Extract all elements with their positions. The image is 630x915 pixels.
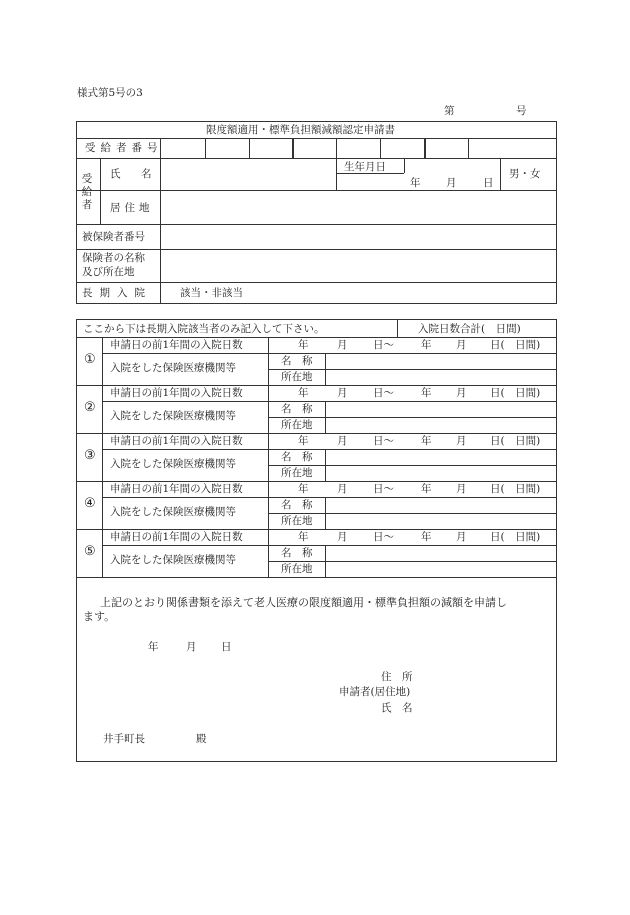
institution-name-label: 名 称 <box>281 451 313 463</box>
period-to-day: 日( 日間) <box>490 531 541 543</box>
period-to-year: 年 <box>421 483 432 495</box>
institution-location-label: 所在地 <box>281 371 313 383</box>
total-days: 入院日数合計( 日間) <box>418 323 521 335</box>
period-from-year: 年 <box>298 339 309 351</box>
recipient-label: 受給者 <box>81 173 93 211</box>
period-from-day: 日〜 <box>373 531 394 543</box>
institution-label: 入院をした保険医療機関等 <box>110 458 236 470</box>
period-to-month: 月 <box>456 531 467 543</box>
period-from-year: 年 <box>298 531 309 543</box>
period-to-month: 月 <box>456 387 467 399</box>
insured-number-label: 被保険者番号 <box>82 231 145 243</box>
sex-options[interactable]: 男・女 <box>509 168 541 180</box>
period-to-month: 月 <box>456 339 467 351</box>
date-year: 年 <box>148 641 159 653</box>
declaration-line1: 上記のとおり関係書類を添えて老人医療の限度額適用・標準負担額の減額を申請し <box>100 596 507 609</box>
address-label: 居住地 <box>110 202 154 214</box>
date-month: 月 <box>186 641 197 653</box>
days-label: 申請日の前1年間の入院日数 <box>110 531 243 543</box>
period-from-month: 月 <box>337 531 348 543</box>
institution-name-label: 名 称 <box>281 355 313 367</box>
doc-number-prefix: 第 <box>444 105 455 117</box>
days-label: 申請日の前1年間の入院日数 <box>110 435 243 447</box>
period-to-month: 月 <box>456 483 467 495</box>
days-label: 申請日の前1年間の入院日数 <box>110 483 243 495</box>
days-label: 申請日の前1年間の入院日数 <box>110 339 243 351</box>
applicant-label: 申請者(居住地) <box>339 686 411 698</box>
institution-name-label: 名 称 <box>281 403 313 415</box>
birthdate-label: 生年月日 <box>344 161 386 173</box>
long-stay-label: 長期入院 <box>82 287 152 299</box>
addressee: 井手町長 <box>103 733 145 745</box>
period-from-day: 日〜 <box>373 435 394 447</box>
applicant-name-label: 氏 名 <box>381 702 413 714</box>
birth-month: 月 <box>446 177 457 189</box>
period-to-year: 年 <box>421 339 432 351</box>
institution-label: 入院をした保険医療機関等 <box>110 506 236 518</box>
honorific: 殿 <box>196 733 207 745</box>
recipient-number-label: 受給者番号 <box>85 142 163 154</box>
entry-number: ① <box>84 352 96 367</box>
entry-number: ③ <box>84 448 96 463</box>
entry-number: ④ <box>84 496 96 511</box>
period-from-year: 年 <box>298 387 309 399</box>
period-from-day: 日〜 <box>373 483 394 495</box>
birth-year: 年 <box>410 177 421 189</box>
period-to-year: 年 <box>421 387 432 399</box>
period-from-day: 日〜 <box>373 339 394 351</box>
institution-name-label: 名 称 <box>281 499 313 511</box>
period-to-day: 日( 日間) <box>490 387 541 399</box>
period-to-month: 月 <box>456 435 467 447</box>
institution-location-label: 所在地 <box>281 515 313 527</box>
doc-number-suffix: 号 <box>516 105 527 117</box>
entry-number: ② <box>84 400 96 415</box>
institution-label: 入院をした保険医療機関等 <box>110 410 236 422</box>
form-number: 様式第5号の3 <box>77 87 143 99</box>
period-from-year: 年 <box>298 483 309 495</box>
institution-location-label: 所在地 <box>281 563 313 575</box>
period-to-year: 年 <box>421 435 432 447</box>
declaration-line2: ます。 <box>83 610 116 623</box>
institution-label: 入院をした保険医療機関等 <box>110 554 236 566</box>
period-to-year: 年 <box>421 531 432 543</box>
birth-day: 日 <box>483 177 494 189</box>
institution-location-label: 所在地 <box>281 467 313 479</box>
date-day: 日 <box>221 641 232 653</box>
period-from-month: 月 <box>337 483 348 495</box>
period-from-month: 月 <box>337 435 348 447</box>
entry-number: ⑤ <box>84 544 96 559</box>
long-stay-value[interactable]: 該当・非該当 <box>180 287 243 299</box>
period-to-day: 日( 日間) <box>490 435 541 447</box>
applicant-address-label: 住 所 <box>381 671 413 683</box>
period-to-day: 日( 日間) <box>490 339 541 351</box>
insurer-label-2: 及び所在地 <box>82 266 135 278</box>
period-from-day: 日〜 <box>373 387 394 399</box>
institution-name-label: 名 称 <box>281 547 313 559</box>
form-title: 限度額適用・標準負担額減額認定申請書 <box>206 124 395 136</box>
period-to-day: 日( 日間) <box>490 483 541 495</box>
name-label: 氏 名 <box>110 168 157 180</box>
instruction-text: ここから下は長期入院該当者のみ記入して下さい。 <box>83 323 325 335</box>
insurer-label-1: 保険者の名称 <box>82 252 145 264</box>
period-from-month: 月 <box>337 387 348 399</box>
institution-label: 入院をした保険医療機関等 <box>110 362 236 374</box>
period-from-month: 月 <box>337 339 348 351</box>
days-label: 申請日の前1年間の入院日数 <box>110 387 243 399</box>
period-from-year: 年 <box>298 435 309 447</box>
institution-location-label: 所在地 <box>281 419 313 431</box>
